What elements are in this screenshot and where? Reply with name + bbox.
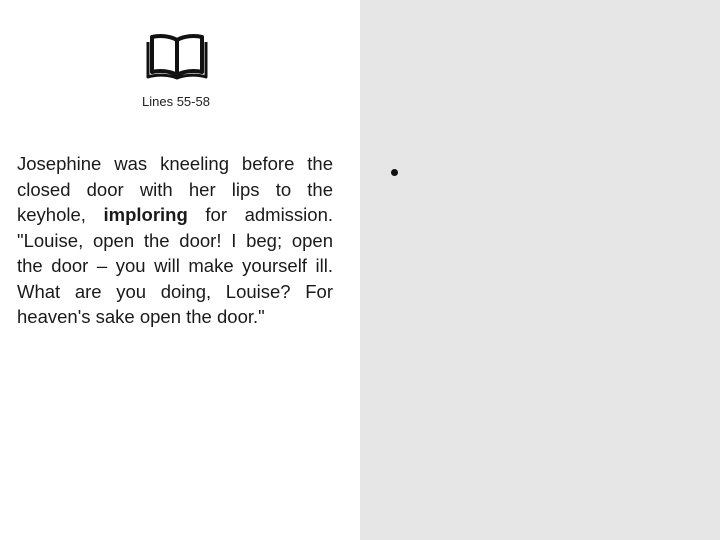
lines-label: Lines 55-58 (142, 94, 210, 109)
passage-text (17, 151, 333, 330)
passage-text-after: for admission. "Louise, open the door! I beg; open the door – you will make yourself ill. What are you doing, Louise? For heaven's sake open the door." (17, 204, 334, 327)
notes-panel (360, 0, 720, 540)
passage-text-before: Josephine was kneeling before the closed door with her lips to the keyhole, (17, 153, 333, 225)
vocabulary-keyword: imploring (103, 204, 188, 225)
open-book-icon (146, 32, 208, 80)
empty-bullet-point (391, 169, 398, 176)
